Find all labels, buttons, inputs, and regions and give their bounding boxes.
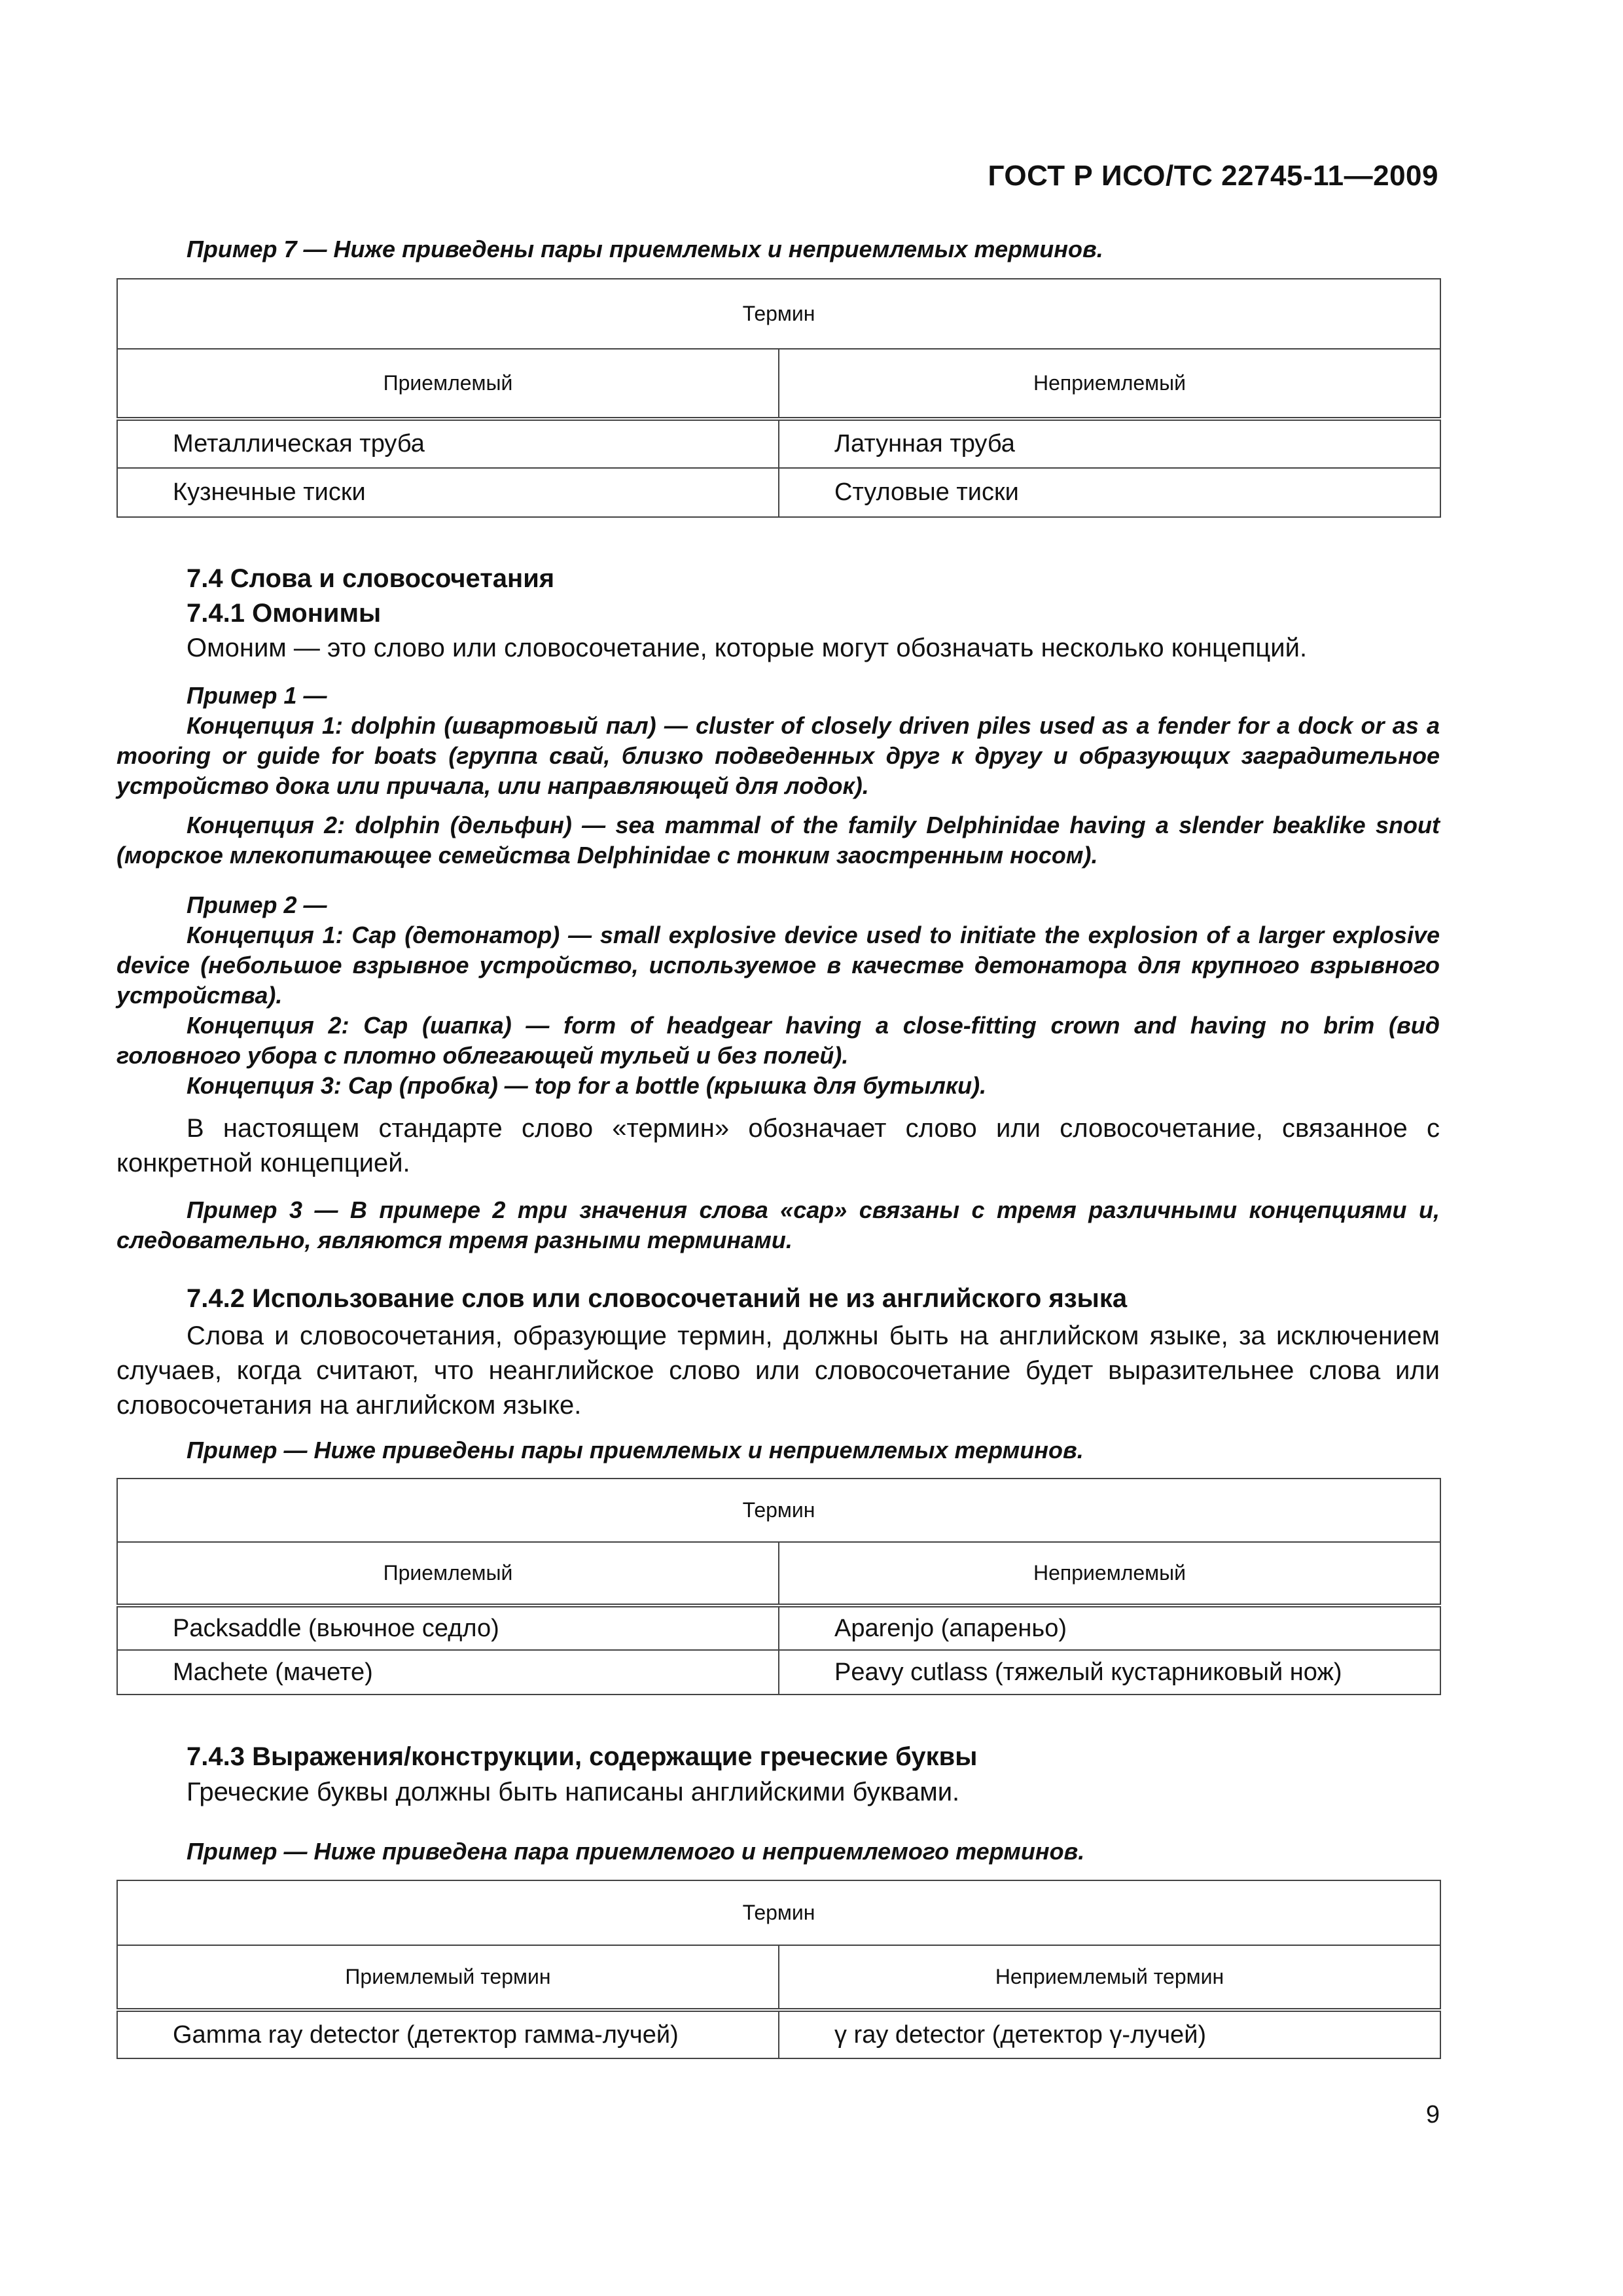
column-header-acceptable: Приемлемый <box>117 349 779 419</box>
table-row <box>117 2010 1440 2058</box>
column-header-unacceptable: Неприемлемый <box>779 1542 1440 1605</box>
table-cell: Стуловые тиски <box>779 468 1440 517</box>
section-7-4-3-example-intro: Пример — Ниже приведена пара приемлемого и неприемлемого терминов. <box>187 1838 1085 1865</box>
column-header-unacceptable: Неприемлемый <box>779 349 1440 419</box>
example-2-block <box>116 890 1440 1101</box>
example-7-intro: Пример 7 — Ниже приведены пары приемлемых и неприемлемых терминов. <box>187 236 1103 262</box>
table-cell: Кузнечные тиски <box>117 468 779 517</box>
table-cell: Machete (мачете) <box>117 1650 779 1695</box>
table-cell: Aparenjo (апареньо) <box>779 1605 1440 1650</box>
section-7-4-2-table <box>116 1478 1441 1695</box>
document-code: ГОСТ Р ИСО/ТС 22745-11—2009 <box>988 160 1438 192</box>
section-7-4-heading: 7.4 Слова и словосочетания <box>187 564 555 593</box>
table-title: Термин <box>117 279 1440 349</box>
example-3-block <box>116 1195 1440 1255</box>
section-7-4-2-example-intro: Пример — Ниже приведены пары приемлемых и неприемлемых терминов. <box>187 1437 1084 1463</box>
example-7-table <box>116 278 1441 518</box>
table-row <box>117 1605 1440 1650</box>
example-2-concept-3: Концепция 3: Cap (пробка) — top for a bottle (крышка для бутылки). <box>187 1072 987 1099</box>
homonym-definition: Омоним — это слово или словосочетание, которые могут обозначать несколько концепций. <box>187 634 1308 662</box>
page-number: 9 <box>1425 2101 1440 2128</box>
example-1-concept-1: Концепция 1: dolphin (швартовый пал) — cluster of closely driven piles used as a fender for a dock or as a mooring or guide for boats (группа свай, близко подведенных друг к другу и образующих заградительное устройство дока или причала, или направляющей для лодок). <box>116 712 1440 799</box>
column-header-unacceptable: Неприемлемый термин <box>779 1945 1440 2010</box>
example-2-concept-1: Концепция 1: Cap (детонатор) — small explosive device used to initiate the explosion of a larger explosive device (небольшое взрывное устройство, используемое в качестве детонатора для крупного взрывного устройства). <box>116 922 1440 1009</box>
example-3-text: Пример 3 — В примере 2 три значения слова «cap» связаны с тремя различными концепциями и, следовательно, являются тремя разными терминами. <box>116 1196 1440 1253</box>
section-7-4-2-heading: 7.4.2 Использование слов или словосочетаний не из английского языка <box>187 1284 1128 1313</box>
term-definition-paragraph: В настоящем стандарте слово «термин» обозначает слово или словосочетание, связанное с конкретной концепцией. <box>116 1114 1440 1177</box>
table-cell: Латунная труба <box>779 419 1440 468</box>
example-1-block <box>116 681 1440 870</box>
section-7-4-3-text: Греческие буквы должны быть написаны английскими буквами. <box>187 1778 960 1806</box>
table-cell: Металлическая труба <box>117 419 779 468</box>
table-row <box>117 468 1440 517</box>
table-row <box>117 419 1440 468</box>
section-7-4-1-heading: 7.4.1 Омонимы <box>187 599 382 628</box>
column-header-acceptable: Приемлемый термин <box>117 1945 779 2010</box>
table-cell: Packsaddle (вьючное седло) <box>117 1605 779 1650</box>
table-row <box>117 1650 1440 1695</box>
table-cell: Peavy cutlass (тяжелый кустарниковый нож) <box>779 1650 1440 1695</box>
section-7-4-3-heading: 7.4.3 Выражения/конструкции, содержащие греческие буквы <box>187 1742 978 1771</box>
example-2-concept-2: Концепция 2: Cap (шапка) — form of headgear having a close-fitting crown and having no brim (вид головного убора с плотно облегающей тульей и без полей). <box>116 1012 1440 1069</box>
section-7-4-3-table <box>116 1880 1441 2059</box>
table-title: Термин <box>117 1479 1440 1542</box>
example-1-concept-2: Концепция 2: dolphin (дельфин) — sea mammal of the family Delphinidae having a slender beaklike snout (морское млекопитающее семейства Delphinidae с тонким заостренным носом). <box>116 812 1440 869</box>
table-cell: Gamma ray detector (детектор гамма-лучей) <box>117 2010 779 2058</box>
section-7-4-2-text: Слова и словосочетания, образующие термин, должны быть на английском языке, за исключением случаев, когда считают, что неанглийское слово или словосочетание будет выразительнее слова или словосочетания на английском языке. <box>116 1321 1440 1420</box>
example-2-label: Пример 2 — <box>187 891 327 918</box>
table-cell: γ ray detector (детектор γ-лучей) <box>779 2010 1440 2058</box>
column-header-acceptable: Приемлемый <box>117 1542 779 1605</box>
example-1-label: Пример 1 — <box>187 682 327 709</box>
table-title: Термин <box>117 1880 1440 1945</box>
